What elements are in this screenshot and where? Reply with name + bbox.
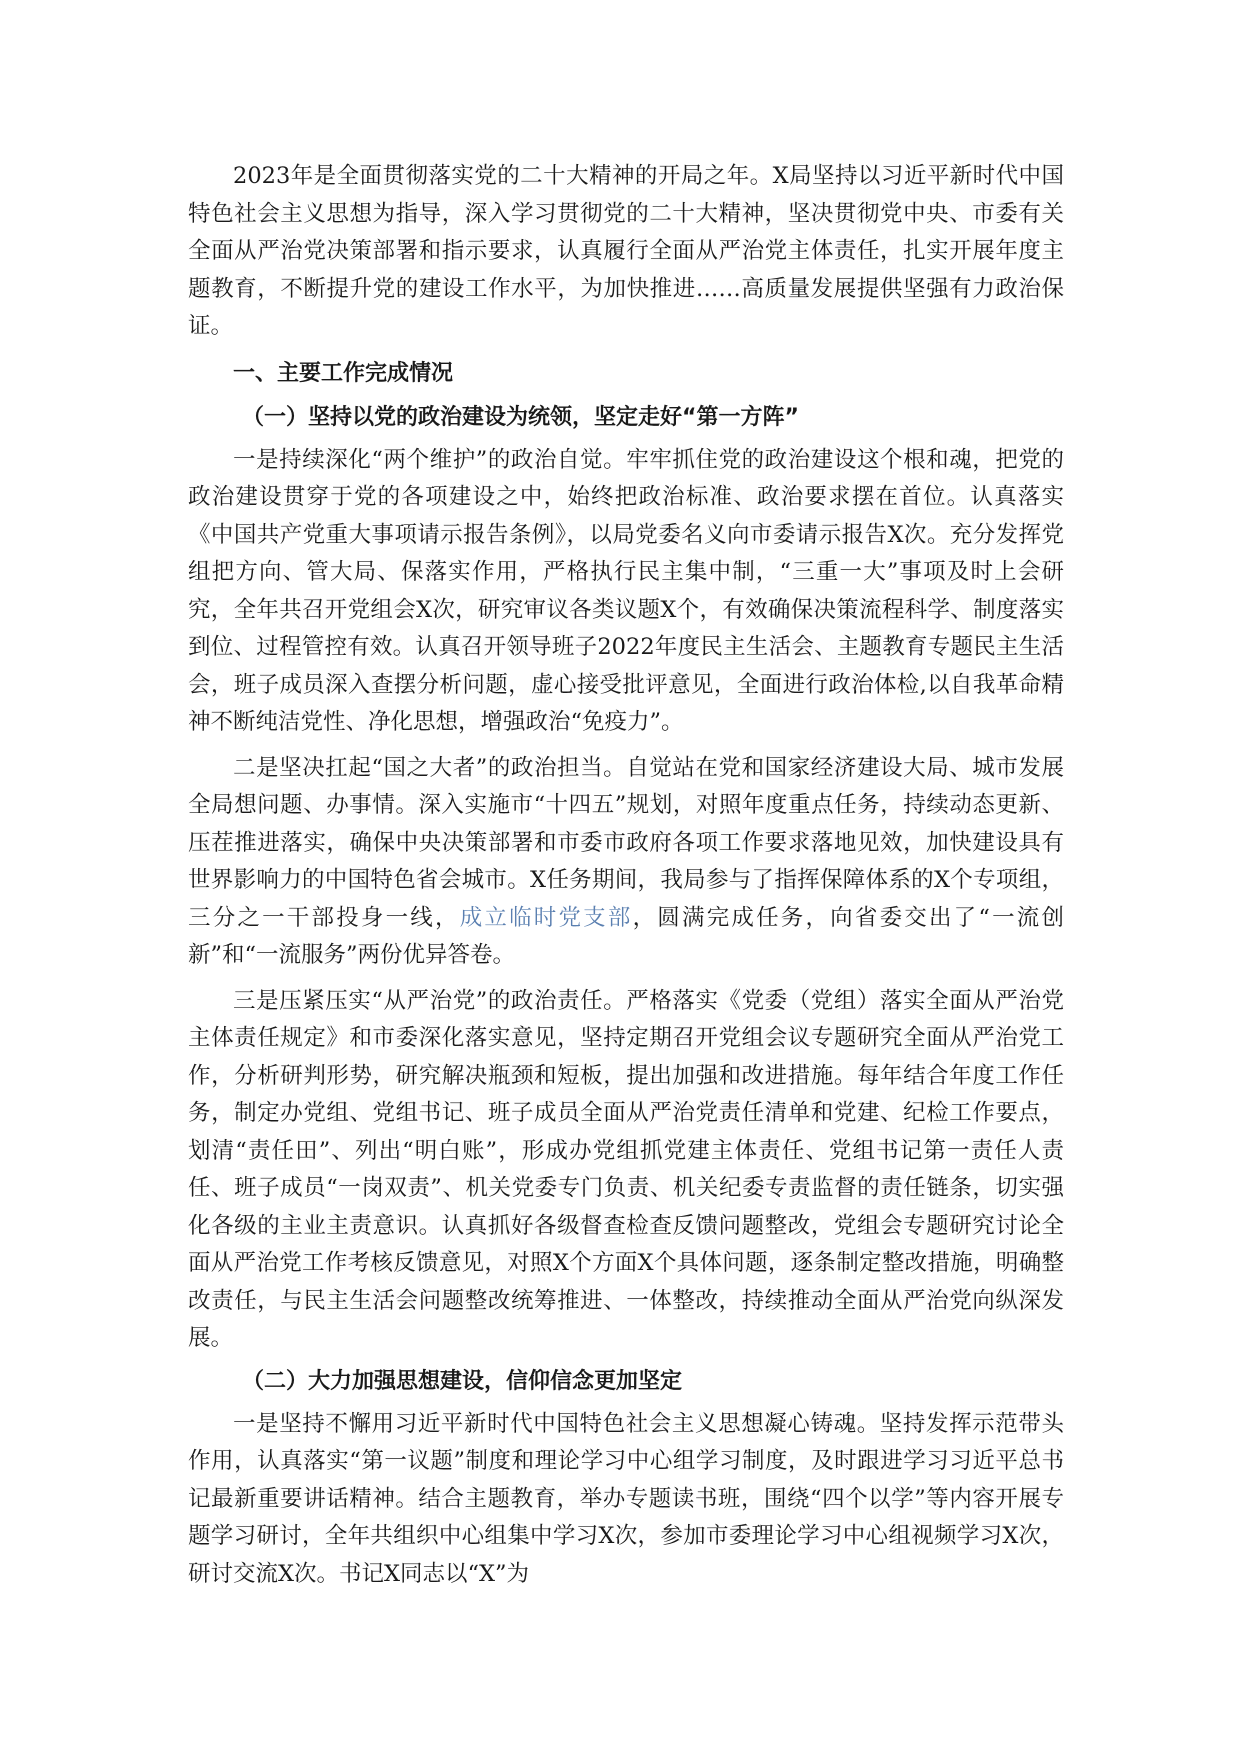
intro-paragraph: 2023年是全面贯彻落实党的二十大精神的开局之年。X局坚持以习近平新时代中国特色社会主义思想为指导，深入学习贯彻党的二十大精神，坚决贯彻党中央、市委有关全面从严治党决策部署和指示要求，认真履行全面从严治党主体责任，扎实开展年度主题教育，不断提升党的建设工作水平，为加快推进……高质量发展提供坚强有力政治保证。 (188, 163, 1064, 339)
paragraph-two-safeguards: 一是持续深化“两个维护”的政治自觉。牢牢抓住党的政治建设这个根和魂，把党的政治建设贯穿于党的各项建设之中，始终把政治标准、政治要求摆在首位。认真落实《中国共产党重大事项请示报告条例》，以局党委名义向市委请示报告X次。充分发挥党组把方向、管大局、保落实作用，严格执行民主集中制，“三重一大”事项及时上会研究，全年共召开党组会X次，研究审议各类议题X个，有效确保决策流程科学、制度落实到位、过程管控有效。认真召开领导班子2022年度民主生活会、主题教育专题民主生活会，班子成员深入查摆分析问题，虚心接受批评意见，全面进行政治体检,以自我革命精神不断纯洁党性、净化思想，增强政治“免疫力”。 (188, 446, 1064, 735)
paragraph-national-priorities (188, 750, 1064, 975)
document-page (188, 158, 1064, 1593)
temporary-party-branch-link[interactable]: 成立临时党支部 (459, 904, 633, 931)
subsection-heading-political-building: （一）坚持以党的政治建设为统领，坚定走好“第一方阵” (242, 404, 799, 430)
subsection-heading-ideological-building: （二）大力加强思想建设，信仰信念更加坚定 (242, 1368, 683, 1394)
paragraph-theoretical-study: 一是坚持不懈用习近平新时代中国特色社会主义思想凝心铸魂。坚持发挥示范带头作用，认真落实“第一议题”制度和理论学习中心组学习制度，及时跟进学习习近平总书记最新重要讲话精神。结合主题教育，举办专题读书班，围绕“四个以学”等内容开展专题学习研讨，全年共组织中心组集中学习X次，参加市委理论学习中心组视频学习X次，研讨交流X次。书记X同志以“X”为 (188, 1410, 1064, 1587)
paragraph-strict-governance: 三是压紧压实“从严治党”的政治责任。严格落实《党委（党组）落实全面从严治党主体责任规定》和市委深化落实意见，坚持定期召开党组会议专题研究全面从严治党工作，分析研判形势，研究解决瓶颈和短板，提出加强和改进措施。每年结合年度工作任务，制定办党组、党组书记、班子成员全面从严治党责任清单和党建、纪检工作要点，划清“责任田”、列出“明白账”，形成办党组抓党建主体责任、党组书记第一责任人责任、班子成员“一岗双责”、机关党委专门负责、机关纪委专责监督的责任链条，切实强化各级的主业主责意识。认真抓好各级督查检查反馈问题整改，党组会专题研究讨论全面从严治党工作考核反馈意见，对照X个方面X个具体问题，逐条制定整改措施，明确整改责任，与民主生活会问题整改统筹推进、一体整改，持续推动全面从严治党向纵深发展。 (188, 987, 1064, 1351)
section-heading-main-work: 一、主要工作完成情况 (233, 360, 454, 386)
paragraph-text: 二是坚决扛起“国之大者”的政治担当。自觉站在党和国家经济建设大局、城市发展全局想问题、办事情。深入实施市“十四五”规划，对照年度重点任务，持续动态更新、压茬推进落实，确保中央决策部署和市委市政府各项工作要求落地见效，加快建设具有世界影响力的中国特色省会城市。X任务期间，我局参与了指挥保障体系的X个专项组，三分之一干部投身一线， (188, 754, 1064, 931)
paragraph-text: ，圆满完成任务，向省委交出了“一流创新”和“一流服务”两份优异答卷。 (188, 904, 1064, 968)
